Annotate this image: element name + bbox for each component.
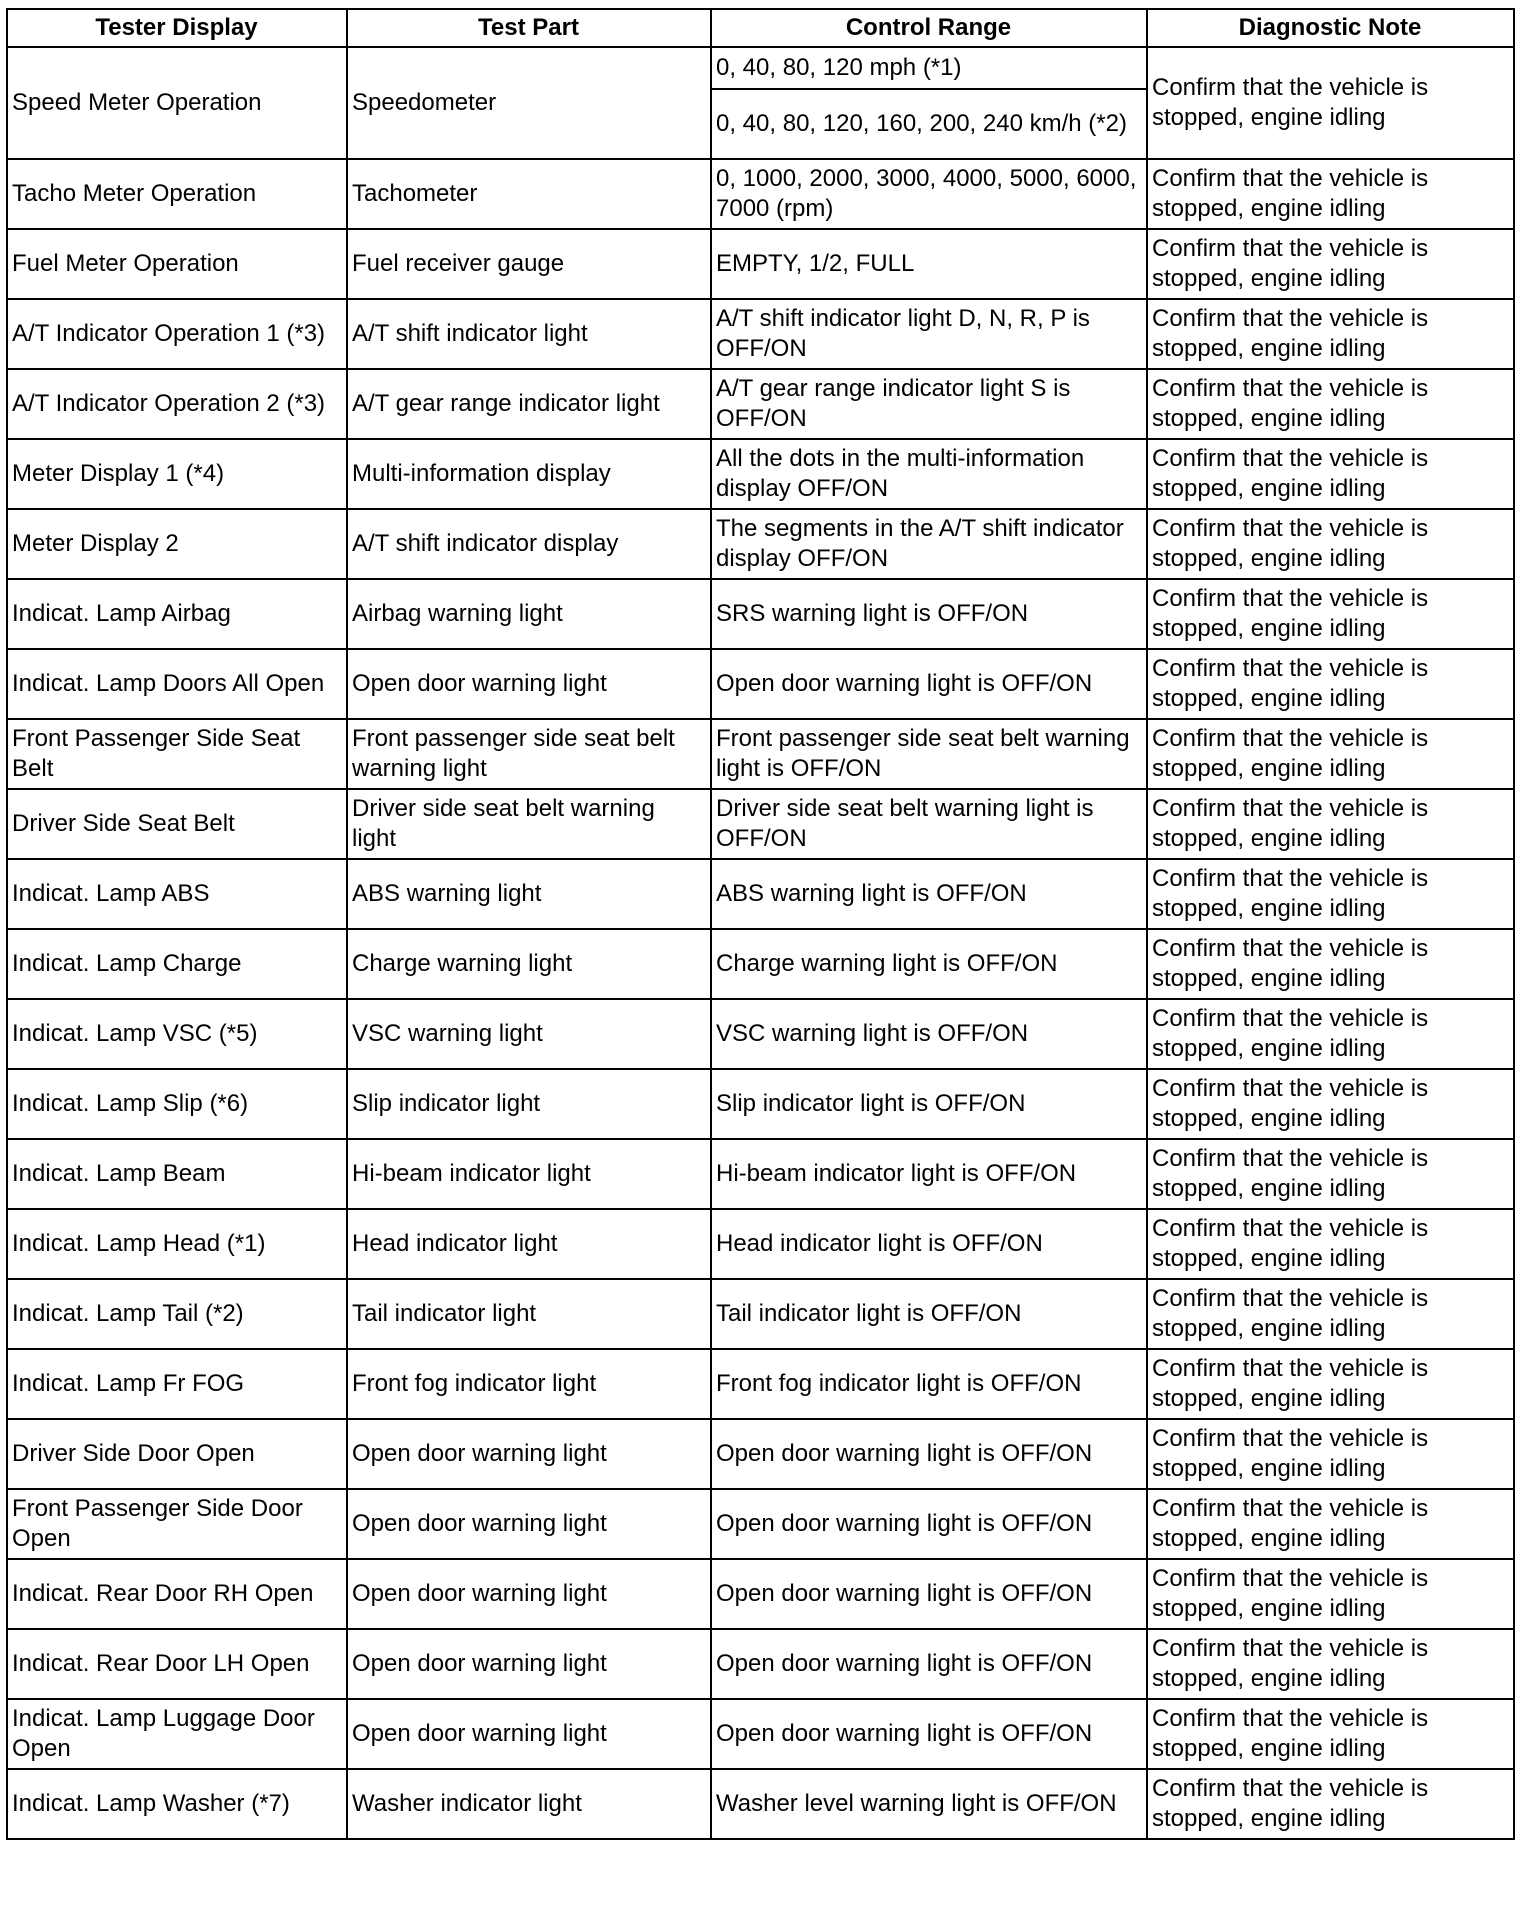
tester-display-cell: Fuel Meter Operation bbox=[7, 229, 347, 299]
test-part-cell: Open door warning light bbox=[347, 1699, 711, 1769]
diagnostic-note-cell: Confirm that the vehicle is stopped, engine idling bbox=[1147, 1349, 1514, 1419]
diagnostic-note-cell: Confirm that the vehicle is stopped, engine idling bbox=[1147, 369, 1514, 439]
tester-display-cell: Indicat. Rear Door LH Open bbox=[7, 1629, 347, 1699]
test-part-cell: A/T shift indicator display bbox=[347, 509, 711, 579]
control-range-cell: Head indicator light is OFF/ON bbox=[711, 1209, 1147, 1279]
test-part-cell: ABS warning light bbox=[347, 859, 711, 929]
control-range-cell: 0, 40, 80, 120 mph (*1) bbox=[711, 47, 1147, 89]
tester-display-cell: Indicat. Lamp ABS bbox=[7, 859, 347, 929]
control-range-cell: A/T shift indicator light D, N, R, P is OFF/ON bbox=[711, 299, 1147, 369]
diagnostic-note-cell: Confirm that the vehicle is stopped, engine idling bbox=[1147, 299, 1514, 369]
test-part-cell: Hi-beam indicator light bbox=[347, 1139, 711, 1209]
control-range-cell: Open door warning light is OFF/ON bbox=[711, 1489, 1147, 1559]
test-part-cell: Front fog indicator light bbox=[347, 1349, 711, 1419]
header-diagnostic-note: Diagnostic Note bbox=[1147, 9, 1514, 47]
control-range-cell: Front passenger side seat belt warning light is OFF/ON bbox=[711, 719, 1147, 789]
control-range-cell: VSC warning light is OFF/ON bbox=[711, 999, 1147, 1069]
tester-display-cell: Indicat. Lamp Doors All Open bbox=[7, 649, 347, 719]
control-range-cell: ABS warning light is OFF/ON bbox=[711, 859, 1147, 929]
table-row bbox=[7, 369, 1514, 439]
diagnostic-note-cell: Confirm that the vehicle is stopped, engine idling bbox=[1147, 159, 1514, 229]
control-range-cell: Charge warning light is OFF/ON bbox=[711, 929, 1147, 999]
table-row bbox=[7, 1559, 1514, 1629]
tester-display-cell: Meter Display 1 (*4) bbox=[7, 439, 347, 509]
table-row bbox=[7, 649, 1514, 719]
test-part-cell: Driver side seat belt warning light bbox=[347, 789, 711, 859]
tester-display-cell: A/T Indicator Operation 1 (*3) bbox=[7, 299, 347, 369]
table-row bbox=[7, 1349, 1514, 1419]
control-range-cell: Tail indicator light is OFF/ON bbox=[711, 1279, 1147, 1349]
diagnostic-note-cell: Confirm that the vehicle is stopped, engine idling bbox=[1147, 47, 1514, 159]
control-range-cell: SRS warning light is OFF/ON bbox=[711, 579, 1147, 649]
tester-display-cell: Front Passenger Side Door Open bbox=[7, 1489, 347, 1559]
diagnostic-note-cell: Confirm that the vehicle is stopped, engine idling bbox=[1147, 1699, 1514, 1769]
table-row bbox=[7, 999, 1514, 1069]
table-row bbox=[7, 1069, 1514, 1139]
control-range-cell: Front fog indicator light is OFF/ON bbox=[711, 1349, 1147, 1419]
test-part-cell: A/T gear range indicator light bbox=[347, 369, 711, 439]
tester-display-cell: Indicat. Lamp Slip (*6) bbox=[7, 1069, 347, 1139]
tester-display-cell: A/T Indicator Operation 2 (*3) bbox=[7, 369, 347, 439]
tester-display-cell: Indicat. Rear Door RH Open bbox=[7, 1559, 347, 1629]
table-row bbox=[7, 229, 1514, 299]
diagnostic-note-cell: Confirm that the vehicle is stopped, engine idling bbox=[1147, 1559, 1514, 1629]
diagnostic-note-cell: Confirm that the vehicle is stopped, engine idling bbox=[1147, 509, 1514, 579]
diagnostic-note-cell: Confirm that the vehicle is stopped, engine idling bbox=[1147, 1069, 1514, 1139]
diagnostic-note-cell: Confirm that the vehicle is stopped, engine idling bbox=[1147, 579, 1514, 649]
tester-display-cell: Meter Display 2 bbox=[7, 509, 347, 579]
table-row bbox=[7, 719, 1514, 789]
test-part-cell: Front passenger side seat belt warning light bbox=[347, 719, 711, 789]
control-range-cell: All the dots in the multi-information display OFF/ON bbox=[711, 439, 1147, 509]
diagnostic-note-cell: Confirm that the vehicle is stopped, engine idling bbox=[1147, 1419, 1514, 1489]
table-row bbox=[7, 299, 1514, 369]
control-range-cell: Open door warning light is OFF/ON bbox=[711, 1419, 1147, 1489]
test-part-cell: Tachometer bbox=[347, 159, 711, 229]
diagnostic-table bbox=[6, 8, 1515, 1840]
test-part-cell: Airbag warning light bbox=[347, 579, 711, 649]
test-part-cell: Open door warning light bbox=[347, 1419, 711, 1489]
control-range-cell: 0, 40, 80, 120, 160, 200, 240 km/h (*2) bbox=[711, 89, 1147, 159]
diagnostic-note-cell: Confirm that the vehicle is stopped, engine idling bbox=[1147, 1489, 1514, 1559]
control-range-cell: Hi-beam indicator light is OFF/ON bbox=[711, 1139, 1147, 1209]
table-row bbox=[7, 1769, 1514, 1839]
test-part-cell: Multi-information display bbox=[347, 439, 711, 509]
test-part-cell: Charge warning light bbox=[347, 929, 711, 999]
table-body bbox=[7, 47, 1514, 1839]
test-part-cell: Tail indicator light bbox=[347, 1279, 711, 1349]
test-part-cell: A/T shift indicator light bbox=[347, 299, 711, 369]
tester-display-cell: Indicat. Lamp Airbag bbox=[7, 579, 347, 649]
diagnostic-note-cell: Confirm that the vehicle is stopped, engine idling bbox=[1147, 999, 1514, 1069]
diagnostic-note-cell: Confirm that the vehicle is stopped, engine idling bbox=[1147, 1209, 1514, 1279]
header-control-range: Control Range bbox=[711, 9, 1147, 47]
tester-display-cell: Indicat. Lamp Luggage Door Open bbox=[7, 1699, 347, 1769]
table-header bbox=[7, 9, 1514, 47]
tester-display-cell: Driver Side Seat Belt bbox=[7, 789, 347, 859]
diagnostic-note-cell: Confirm that the vehicle is stopped, engine idling bbox=[1147, 1769, 1514, 1839]
diagnostic-note-cell: Confirm that the vehicle is stopped, engine idling bbox=[1147, 1629, 1514, 1699]
table-row bbox=[7, 789, 1514, 859]
tester-display-cell: Indicat. Lamp VSC (*5) bbox=[7, 999, 347, 1069]
table-row bbox=[7, 47, 1514, 89]
table-row bbox=[7, 1489, 1514, 1559]
tester-display-cell: Indicat. Lamp Head (*1) bbox=[7, 1209, 347, 1279]
control-range-cell: EMPTY, 1/2, FULL bbox=[711, 229, 1147, 299]
diagnostic-note-cell: Confirm that the vehicle is stopped, engine idling bbox=[1147, 439, 1514, 509]
test-part-cell: Slip indicator light bbox=[347, 1069, 711, 1139]
test-part-cell: Washer indicator light bbox=[347, 1769, 711, 1839]
table-row bbox=[7, 159, 1514, 229]
table-row bbox=[7, 1139, 1514, 1209]
table-row bbox=[7, 439, 1514, 509]
tester-display-cell: Speed Meter Operation bbox=[7, 47, 347, 159]
header-test-part: Test Part bbox=[347, 9, 711, 47]
control-range-cell: Slip indicator light is OFF/ON bbox=[711, 1069, 1147, 1139]
table-row bbox=[7, 1699, 1514, 1769]
tester-display-cell: Indicat. Lamp Washer (*7) bbox=[7, 1769, 347, 1839]
diagnostic-note-cell: Confirm that the vehicle is stopped, engine idling bbox=[1147, 789, 1514, 859]
diagnostic-note-cell: Confirm that the vehicle is stopped, engine idling bbox=[1147, 719, 1514, 789]
tester-display-cell: Front Passenger Side Seat Belt bbox=[7, 719, 347, 789]
diagnostic-note-cell: Confirm that the vehicle is stopped, engine idling bbox=[1147, 1279, 1514, 1349]
tester-display-cell: Driver Side Door Open bbox=[7, 1419, 347, 1489]
test-part-cell: Open door warning light bbox=[347, 1489, 711, 1559]
tester-display-cell: Indicat. Lamp Beam bbox=[7, 1139, 347, 1209]
test-part-cell: Open door warning light bbox=[347, 1629, 711, 1699]
tester-display-cell: Indicat. Lamp Tail (*2) bbox=[7, 1279, 347, 1349]
tester-display-cell: Indicat. Lamp Fr FOG bbox=[7, 1349, 347, 1419]
test-part-cell: Open door warning light bbox=[347, 649, 711, 719]
control-range-cell: The segments in the A/T shift indicator display OFF/ON bbox=[711, 509, 1147, 579]
diagnostic-note-cell: Confirm that the vehicle is stopped, engine idling bbox=[1147, 859, 1514, 929]
table-row bbox=[7, 929, 1514, 999]
table-row bbox=[7, 1419, 1514, 1489]
header-tester-display: Tester Display bbox=[7, 9, 347, 47]
control-range-cell: Driver side seat belt warning light is OFF/ON bbox=[711, 789, 1147, 859]
control-range-cell: Washer level warning light is OFF/ON bbox=[711, 1769, 1147, 1839]
control-range-cell: Open door warning light is OFF/ON bbox=[711, 649, 1147, 719]
header-row bbox=[7, 9, 1514, 47]
diagnostic-note-cell: Confirm that the vehicle is stopped, engine idling bbox=[1147, 1139, 1514, 1209]
test-part-cell: VSC warning light bbox=[347, 999, 711, 1069]
diagnostic-note-cell: Confirm that the vehicle is stopped, engine idling bbox=[1147, 649, 1514, 719]
diagnostic-note-cell: Confirm that the vehicle is stopped, engine idling bbox=[1147, 229, 1514, 299]
tester-display-cell: Tacho Meter Operation bbox=[7, 159, 347, 229]
test-part-cell: Open door warning light bbox=[347, 1559, 711, 1629]
control-range-cell: Open door warning light is OFF/ON bbox=[711, 1629, 1147, 1699]
tester-display-cell: Indicat. Lamp Charge bbox=[7, 929, 347, 999]
control-range-cell: A/T gear range indicator light S is OFF/ON bbox=[711, 369, 1147, 439]
table-row bbox=[7, 859, 1514, 929]
diagnostic-note-cell: Confirm that the vehicle is stopped, engine idling bbox=[1147, 929, 1514, 999]
test-part-cell: Speedometer bbox=[347, 47, 711, 159]
control-range-cell: Open door warning light is OFF/ON bbox=[711, 1699, 1147, 1769]
test-part-cell: Head indicator light bbox=[347, 1209, 711, 1279]
test-part-cell: Fuel receiver gauge bbox=[347, 229, 711, 299]
control-range-cell: Open door warning light is OFF/ON bbox=[711, 1559, 1147, 1629]
table-row bbox=[7, 1209, 1514, 1279]
table-row bbox=[7, 1279, 1514, 1349]
control-range-cell: 0, 1000, 2000, 3000, 4000, 5000, 6000, 7000 (rpm) bbox=[711, 159, 1147, 229]
table-row bbox=[7, 1629, 1514, 1699]
table-row bbox=[7, 509, 1514, 579]
table-row bbox=[7, 579, 1514, 649]
